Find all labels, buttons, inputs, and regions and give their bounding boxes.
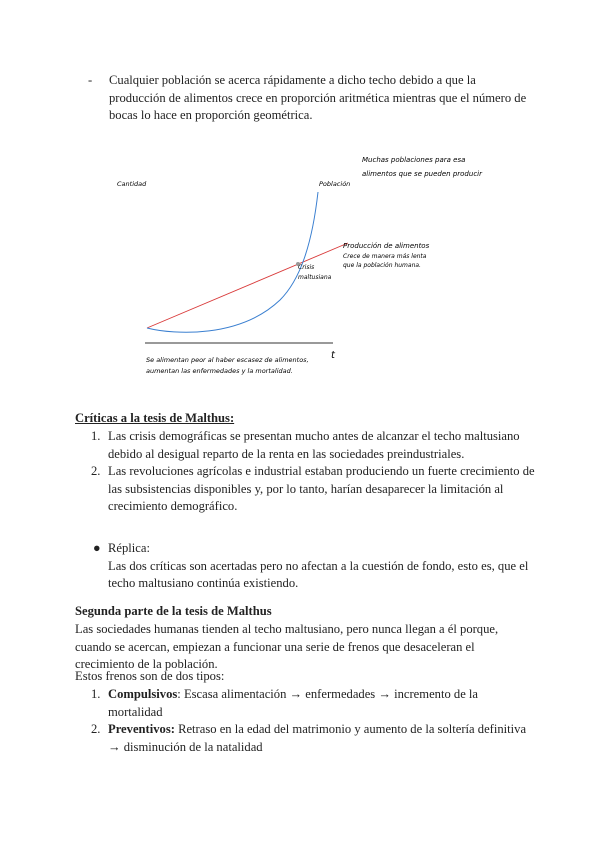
- population-curve: [147, 192, 318, 332]
- food-production-line: [147, 243, 348, 328]
- x-axis-label: t: [331, 350, 335, 361]
- intro-dash-text: Cualquier población se acerca rápidamente a dicho techo debido a que la producción de alimentos crece en proporción aritmética mientras que el número de bocas lo hace en proporción geométrica.: [109, 73, 527, 123]
- frenos-list: [75, 686, 535, 756]
- y-axis-label: Cantidad: [117, 180, 147, 188]
- list-item: 1. Compulsivos: Escasa alimentación → enfermedades → incremento de la mortalidad: [91, 687, 479, 719]
- crisis-label-1: Crisis: [298, 264, 315, 271]
- criticas-title: Críticas a la tesis de Malthus:: [75, 411, 235, 425]
- top-note-line-2: alimentos que se pueden producir: [362, 170, 482, 178]
- list-item: 2. Preventivos: Retraso en la edad del matrimonio y aumento de la soltería definitiva → disminución de la natalidad: [91, 722, 527, 754]
- food-line-note-2: que la población humana.: [343, 262, 421, 269]
- food-line-note-1: Crece de manera más lenta: [343, 253, 427, 260]
- list-item: 1. Las crisis demográficas se presentan mucho antes de alcanzar el techo maltusiano debido al desigual reparto de la renta en las sociedades preindustriales.: [91, 429, 520, 461]
- top-note-line-1: Muchas poblaciones para esa: [362, 156, 466, 164]
- list-item: 2. Las revoluciones agrícolas e industrial estaban produciendo un fuerte crecimiento de las subsistencias disponibles y, por lo tanto, harían desaparecer la limitación al crecimiento demográfico.: [91, 464, 535, 514]
- bottom-note-line-2: aumentan las enfermedades y la mortalidad.: [146, 367, 293, 375]
- crisis-label-2: maltusiana: [298, 274, 332, 281]
- bottom-note-line-1: Se alimentan peor al haber escasez de alimentos,: [146, 356, 309, 364]
- segunda-title: Segunda parte de la tesis de Malthus: [75, 604, 272, 618]
- segunda-intro: Estos frenos son de dos tipos:: [75, 669, 225, 683]
- criticas-list: [75, 428, 535, 516]
- dash-marker: -: [88, 73, 93, 87]
- food-line-label: Producción de alimentos: [343, 242, 430, 250]
- replica-head: Réplica:: [108, 541, 150, 555]
- segunda-body: Las sociedades humanas tienden al techo maltusiano, pero nunca llegan a él porque, cuando se acercan, empiezan a funcionar una serie de frenos que desaceleran el crecimiento de la población.: [75, 622, 499, 672]
- replica-body: Las dos críticas son acertadas pero no afectan a la cuestión de fondo, esto es, que el techo maltusiano continúa existiendo.: [108, 558, 529, 591]
- population-curve-label: Población: [319, 180, 351, 188]
- bullet-icon: ●: [93, 541, 101, 555]
